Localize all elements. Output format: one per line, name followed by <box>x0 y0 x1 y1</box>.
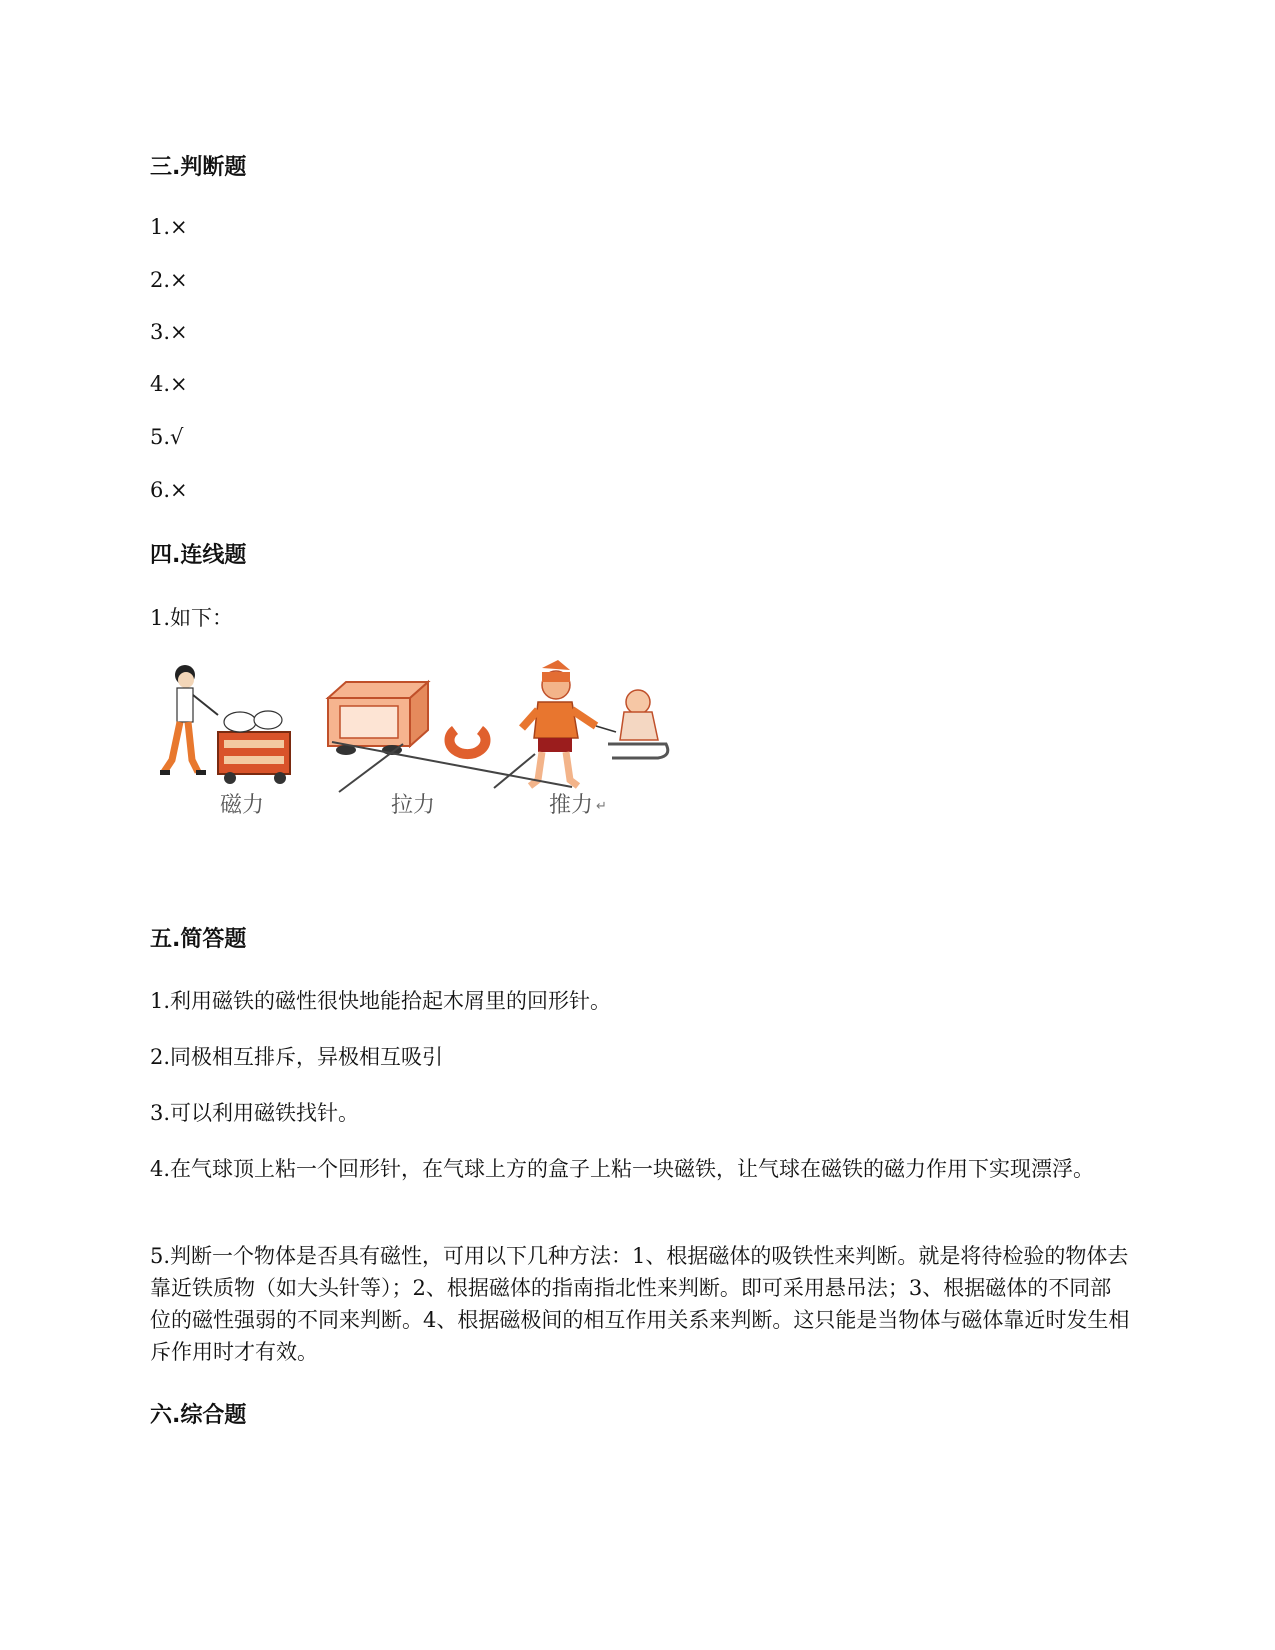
answer-item: 4.× <box>150 372 188 396</box>
boy-pushing-cart-illustration <box>160 665 290 784</box>
answer-item: 6.× <box>150 478 188 502</box>
answer-item: 5.√ <box>150 425 184 449</box>
answer-paragraph: 1.利用磁铁的磁性很快地能拾起木屑里的回形针。 <box>150 989 612 1013</box>
answer-item: 2.× <box>150 268 188 292</box>
section-heading-comprehensive: 六.综合题 <box>150 1403 247 1428</box>
answer-paragraph: 4.在气球顶上粘一个回形针，在气球上方的盒子上粘一块磁铁，让气球在磁铁的磁力作用下实现漂浮。 <box>150 1157 1095 1181</box>
answer-item: 1.如下： <box>150 606 234 630</box>
section-heading-matching: 四.连线题 <box>150 543 247 568</box>
section-heading-short-answer: 五.简答题 <box>150 927 247 952</box>
answer-item: 1.× <box>150 215 188 239</box>
label-pulling-force: 拉力 <box>391 793 436 818</box>
answer-paragraph: 3.可以利用磁铁找针。 <box>150 1101 360 1125</box>
section-heading-judgement: 三.判断题 <box>150 155 247 180</box>
label-pushing-force: 推力 <box>549 793 594 818</box>
answer-paragraph: 5.判断一个物体是否具有磁性，可用以下几种方法：1、根据磁体的吸铁性来判断。就是将待检验的物体去靠近铁质物（如大头针等）；2、根据磁体的指南指北性来判断。即可采用悬吊法；3、根据磁体的不同部位的磁性强弱的不同来判断。4、根据磁极间的相互作用关系来判断。这只能是当物体与磁体靠近时发生相斥作用时才有效。 <box>150 1244 1130 1364</box>
box-cart-magnet-illustration <box>328 682 486 755</box>
child-pulling-sled-illustration <box>522 660 668 786</box>
matching-figure <box>150 660 710 875</box>
answer-paragraph: 2.同极相互排斥，异极相互吸引 <box>150 1045 444 1069</box>
label-magnetic-force: 磁力 <box>220 793 265 818</box>
answer-item: 3.× <box>150 320 188 344</box>
return-mark: ↵ <box>596 799 607 814</box>
